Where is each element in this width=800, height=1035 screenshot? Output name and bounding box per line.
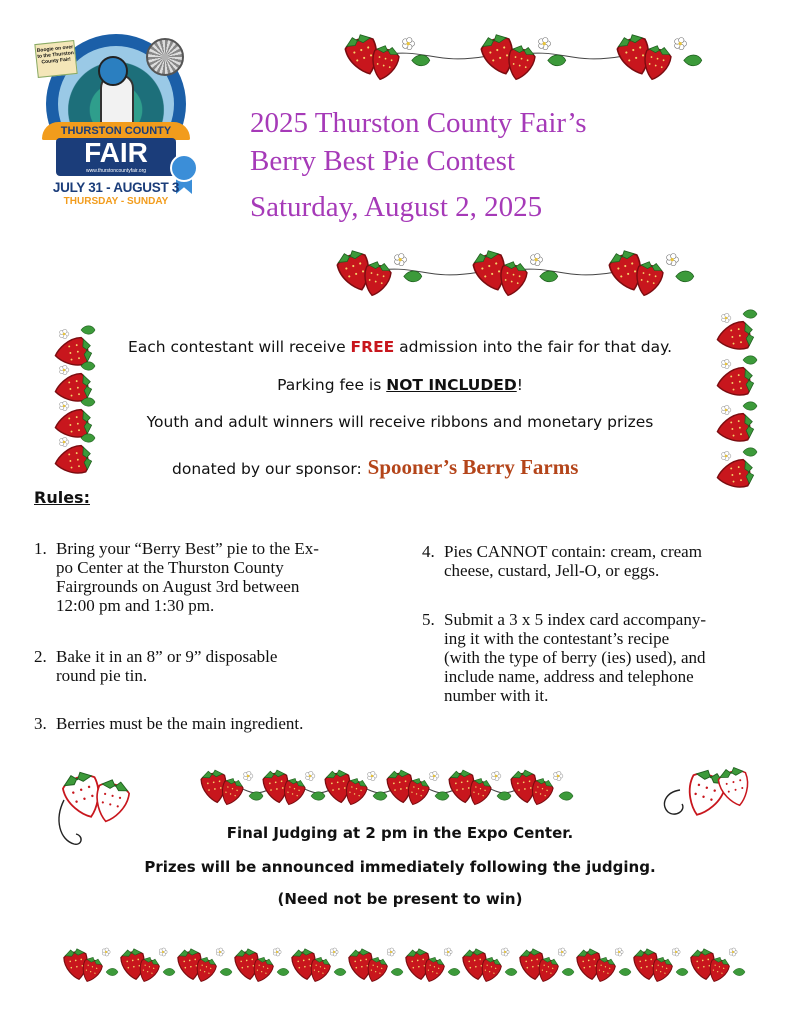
flower-icon <box>60 401 69 411</box>
rule-line: Submit a 3 x 5 index card accompany- <box>444 610 707 629</box>
flower-icon <box>722 451 731 461</box>
leaf-icon <box>619 968 631 975</box>
info-free-admission <box>0 338 800 356</box>
logo-fair-word: FAIR <box>56 138 176 176</box>
strawberry-icon <box>716 765 753 809</box>
flower-icon <box>102 948 110 956</box>
flower-icon <box>216 948 224 956</box>
flower-icon <box>60 437 69 447</box>
info-free-pre: Each contestant will receive <box>127 338 351 356</box>
leaf-icon <box>391 968 403 975</box>
rule-text <box>444 610 706 705</box>
flower-icon <box>722 313 731 323</box>
rule-text <box>444 542 702 580</box>
flower-icon <box>368 771 377 781</box>
leaf-icon <box>743 402 757 410</box>
leaf-icon <box>676 968 688 975</box>
rule-line: include name, address and telephone <box>444 667 694 686</box>
rule-line: (with the type of berry (ies) used), and <box>444 648 706 667</box>
flower-icon <box>403 37 415 49</box>
flower-icon <box>273 948 281 956</box>
flower-icon <box>501 948 509 956</box>
strawberry-icon <box>715 458 755 491</box>
flower-icon <box>387 948 395 956</box>
judging-time: Final Judging at 2 pm in the Expo Center. <box>226 824 574 842</box>
leaf-icon <box>540 271 558 282</box>
flower-icon <box>444 948 452 956</box>
rule-number: 5. <box>422 610 435 629</box>
flower-icon <box>539 37 551 49</box>
title-date: Saturday, August 2, 2025 <box>250 191 543 223</box>
info-parking <box>0 376 800 394</box>
leaf-icon <box>311 792 325 800</box>
rule-line: Bake it in an 8” or 9” disposable <box>56 647 278 666</box>
logo-banner: THURSTON COUNTY <box>42 122 190 140</box>
strawberry-icon <box>53 444 93 477</box>
flower-icon <box>159 948 167 956</box>
leaf-icon <box>743 310 757 318</box>
title-line-1: 2025 Thurston County Fair’s <box>250 107 587 139</box>
leaf-icon <box>249 792 263 800</box>
curl-vine <box>664 790 682 814</box>
leaf-icon <box>684 55 702 66</box>
leaf-icon <box>562 968 574 975</box>
sponsor-pre: donated by our sponsor: <box>172 460 362 478</box>
info-sponsor <box>172 455 578 480</box>
leaf-icon <box>448 968 460 975</box>
leaf-icon <box>163 968 175 975</box>
rule-line: cheese, custard, Jell-O, or eggs. <box>444 561 660 580</box>
info-parking-pre: Parking fee is <box>277 376 387 394</box>
judging-note: (Need not be present to win) <box>277 890 523 908</box>
rule-line: Bring your “Berry Best” pie to the Ex- <box>56 539 319 558</box>
flower-icon <box>60 365 69 375</box>
rule-number: 3. <box>34 714 47 733</box>
leaf-icon <box>505 968 517 975</box>
flower-icon <box>531 253 543 265</box>
flower-icon <box>395 253 407 265</box>
free-label: FREE <box>350 338 395 356</box>
rule-line: number with it. <box>444 686 549 705</box>
leaf-icon <box>277 968 289 975</box>
flower-icon <box>492 771 501 781</box>
judging-prizes: Prizes will be announced immediately following the judging. <box>144 858 656 876</box>
rule-line: 12:00 pm and 1:30 pm. <box>56 596 215 615</box>
leaf-icon <box>220 968 232 975</box>
leaf-icon <box>733 968 745 975</box>
flower-icon <box>615 948 623 956</box>
flower-icon <box>330 948 338 956</box>
flower-icon <box>558 948 566 956</box>
logo-sign: Boogie on over to the Thurston County Fair! <box>34 40 77 78</box>
rule-text <box>56 647 277 685</box>
flower-icon <box>430 771 439 781</box>
leaf-icon <box>497 792 511 800</box>
rule-number: 4. <box>422 542 435 561</box>
rule-text <box>56 539 319 615</box>
leaf-icon <box>81 326 95 334</box>
rule-number: 1. <box>34 539 47 558</box>
flower-icon <box>722 359 731 369</box>
info-parking-post: ! <box>516 376 523 394</box>
leaf-icon <box>743 356 757 364</box>
flower-icon <box>244 771 253 781</box>
leaf-icon <box>373 792 387 800</box>
flower-icon <box>675 37 687 49</box>
rule-text <box>56 714 303 733</box>
leaf-icon <box>435 792 449 800</box>
leaf-icon <box>412 55 430 66</box>
rule-line: Berries must be the main ingredient. <box>56 714 304 733</box>
rule-line: round pie tin. <box>56 666 148 685</box>
leaf-icon <box>106 968 118 975</box>
flower-icon <box>554 771 563 781</box>
logo-url: www.thurstoncountyfair.org <box>85 168 147 174</box>
not-included-label: NOT INCLUDED <box>386 376 517 394</box>
rule-line: Fairgrounds on August 3rd between <box>56 577 300 596</box>
flower-icon <box>667 253 679 265</box>
info-free-post: admission into the fair for that day. <box>394 338 673 356</box>
flower-icon <box>306 771 315 781</box>
flower-icon <box>672 948 680 956</box>
logo-dates: JULY 31 - AUGUST 3 <box>52 180 180 195</box>
leaf-icon <box>743 448 757 456</box>
rule-line: Pies CANNOT contain: cream, cream <box>444 542 702 561</box>
sponsor-name: Spooner’s Berry Farms <box>367 455 579 479</box>
strawberry-icon <box>681 766 729 821</box>
info-prizes: Youth and adult winners will receive ribbons and monetary prizes <box>146 413 654 431</box>
flower-icon <box>729 948 737 956</box>
rule-line: ing it with the contestant’s recipe <box>444 629 670 648</box>
leaf-icon <box>559 792 573 800</box>
rule-line: po Center at the Thurston County <box>56 558 284 577</box>
leaf-icon <box>404 271 422 282</box>
logo-days: THURSDAY - SUNDAY <box>63 196 169 207</box>
rule-number: 2. <box>34 647 47 666</box>
leaf-icon <box>334 968 346 975</box>
leaf-icon <box>676 271 694 282</box>
title-line-2: Berry Best Pie Contest <box>250 145 516 177</box>
rules-heading: Rules: <box>34 488 90 507</box>
leaf-icon <box>548 55 566 66</box>
